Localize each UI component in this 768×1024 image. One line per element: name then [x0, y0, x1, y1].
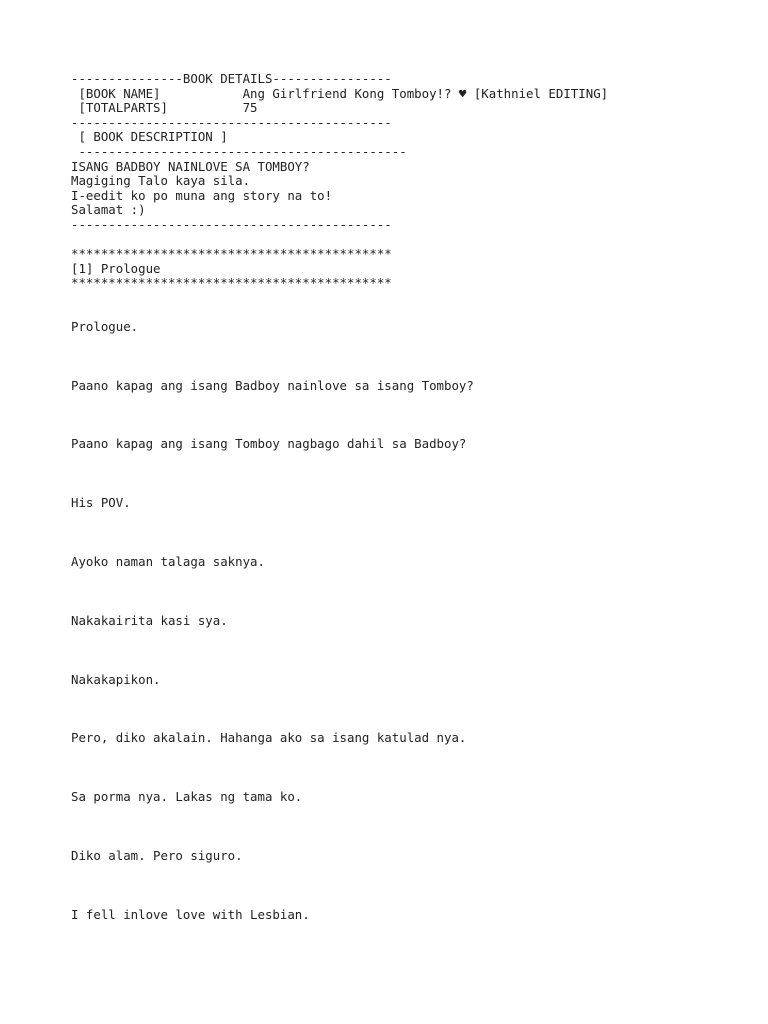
story-paragraph: I fell inlove love with Lesbian.	[71, 906, 310, 922]
divider-rule: -------------------------------------------	[71, 114, 392, 130]
story-paragraph: Diko alam. Pero siguro.	[71, 847, 243, 863]
description-line: Salamat :)	[71, 202, 146, 218]
book-details-rule: ---------------BOOK DETAILS----------------	[71, 71, 392, 86]
story-paragraph: His POV.	[71, 495, 131, 511]
story-paragraph: Nakakapikon.	[71, 671, 161, 687]
book-description-label: [ BOOK DESCRIPTION ]	[71, 129, 228, 145]
story-paragraph: Pero, diko akalain. Hahanga ako sa isang katulad nya.	[71, 730, 467, 746]
total-parts-value: 75	[242, 100, 258, 116]
story-paragraph: Nakakairita kasi sya.	[71, 612, 228, 628]
total-parts-label: [TOTALPARTS]	[71, 100, 243, 116]
description-line: I-eedit ko po muna ang story na to!	[71, 187, 333, 203]
chapter-stars-top: *******************************************	[71, 246, 392, 262]
divider-rule: --------------------------------------------	[71, 143, 407, 159]
total-parts-row	[71, 101, 751, 116]
story-paragraph: Prologue.	[71, 318, 139, 334]
book-name-label: [BOOK NAME]	[71, 85, 243, 101]
book-name-value: Ang Girlfriend Kong Tomboy!? ♥ [Kathniel EDITING]	[242, 85, 609, 101]
chapter-title: [1] Prologue	[71, 260, 161, 276]
story-paragraph: Sa porma nya. Lakas ng tama ko.	[71, 789, 303, 805]
chapter-stars-bottom: *******************************************	[71, 275, 392, 291]
book-name-row	[71, 87, 751, 102]
story-paragraph: Ayoko naman talaga saknya.	[71, 554, 265, 570]
document-page	[71, 72, 751, 922]
description-line: ISANG BADBOY NAINLOVE SA TOMBOY?	[71, 158, 310, 174]
story-paragraph: Paano kapag ang isang Tomboy nagbago dahil sa Badboy?	[71, 436, 467, 452]
description-line: Magiging Talo kaya sila.	[71, 173, 251, 189]
divider-rule: -------------------------------------------	[71, 216, 392, 232]
story-paragraph: Paano kapag ang isang Badboy nainlove sa isang Tomboy?	[71, 377, 474, 393]
